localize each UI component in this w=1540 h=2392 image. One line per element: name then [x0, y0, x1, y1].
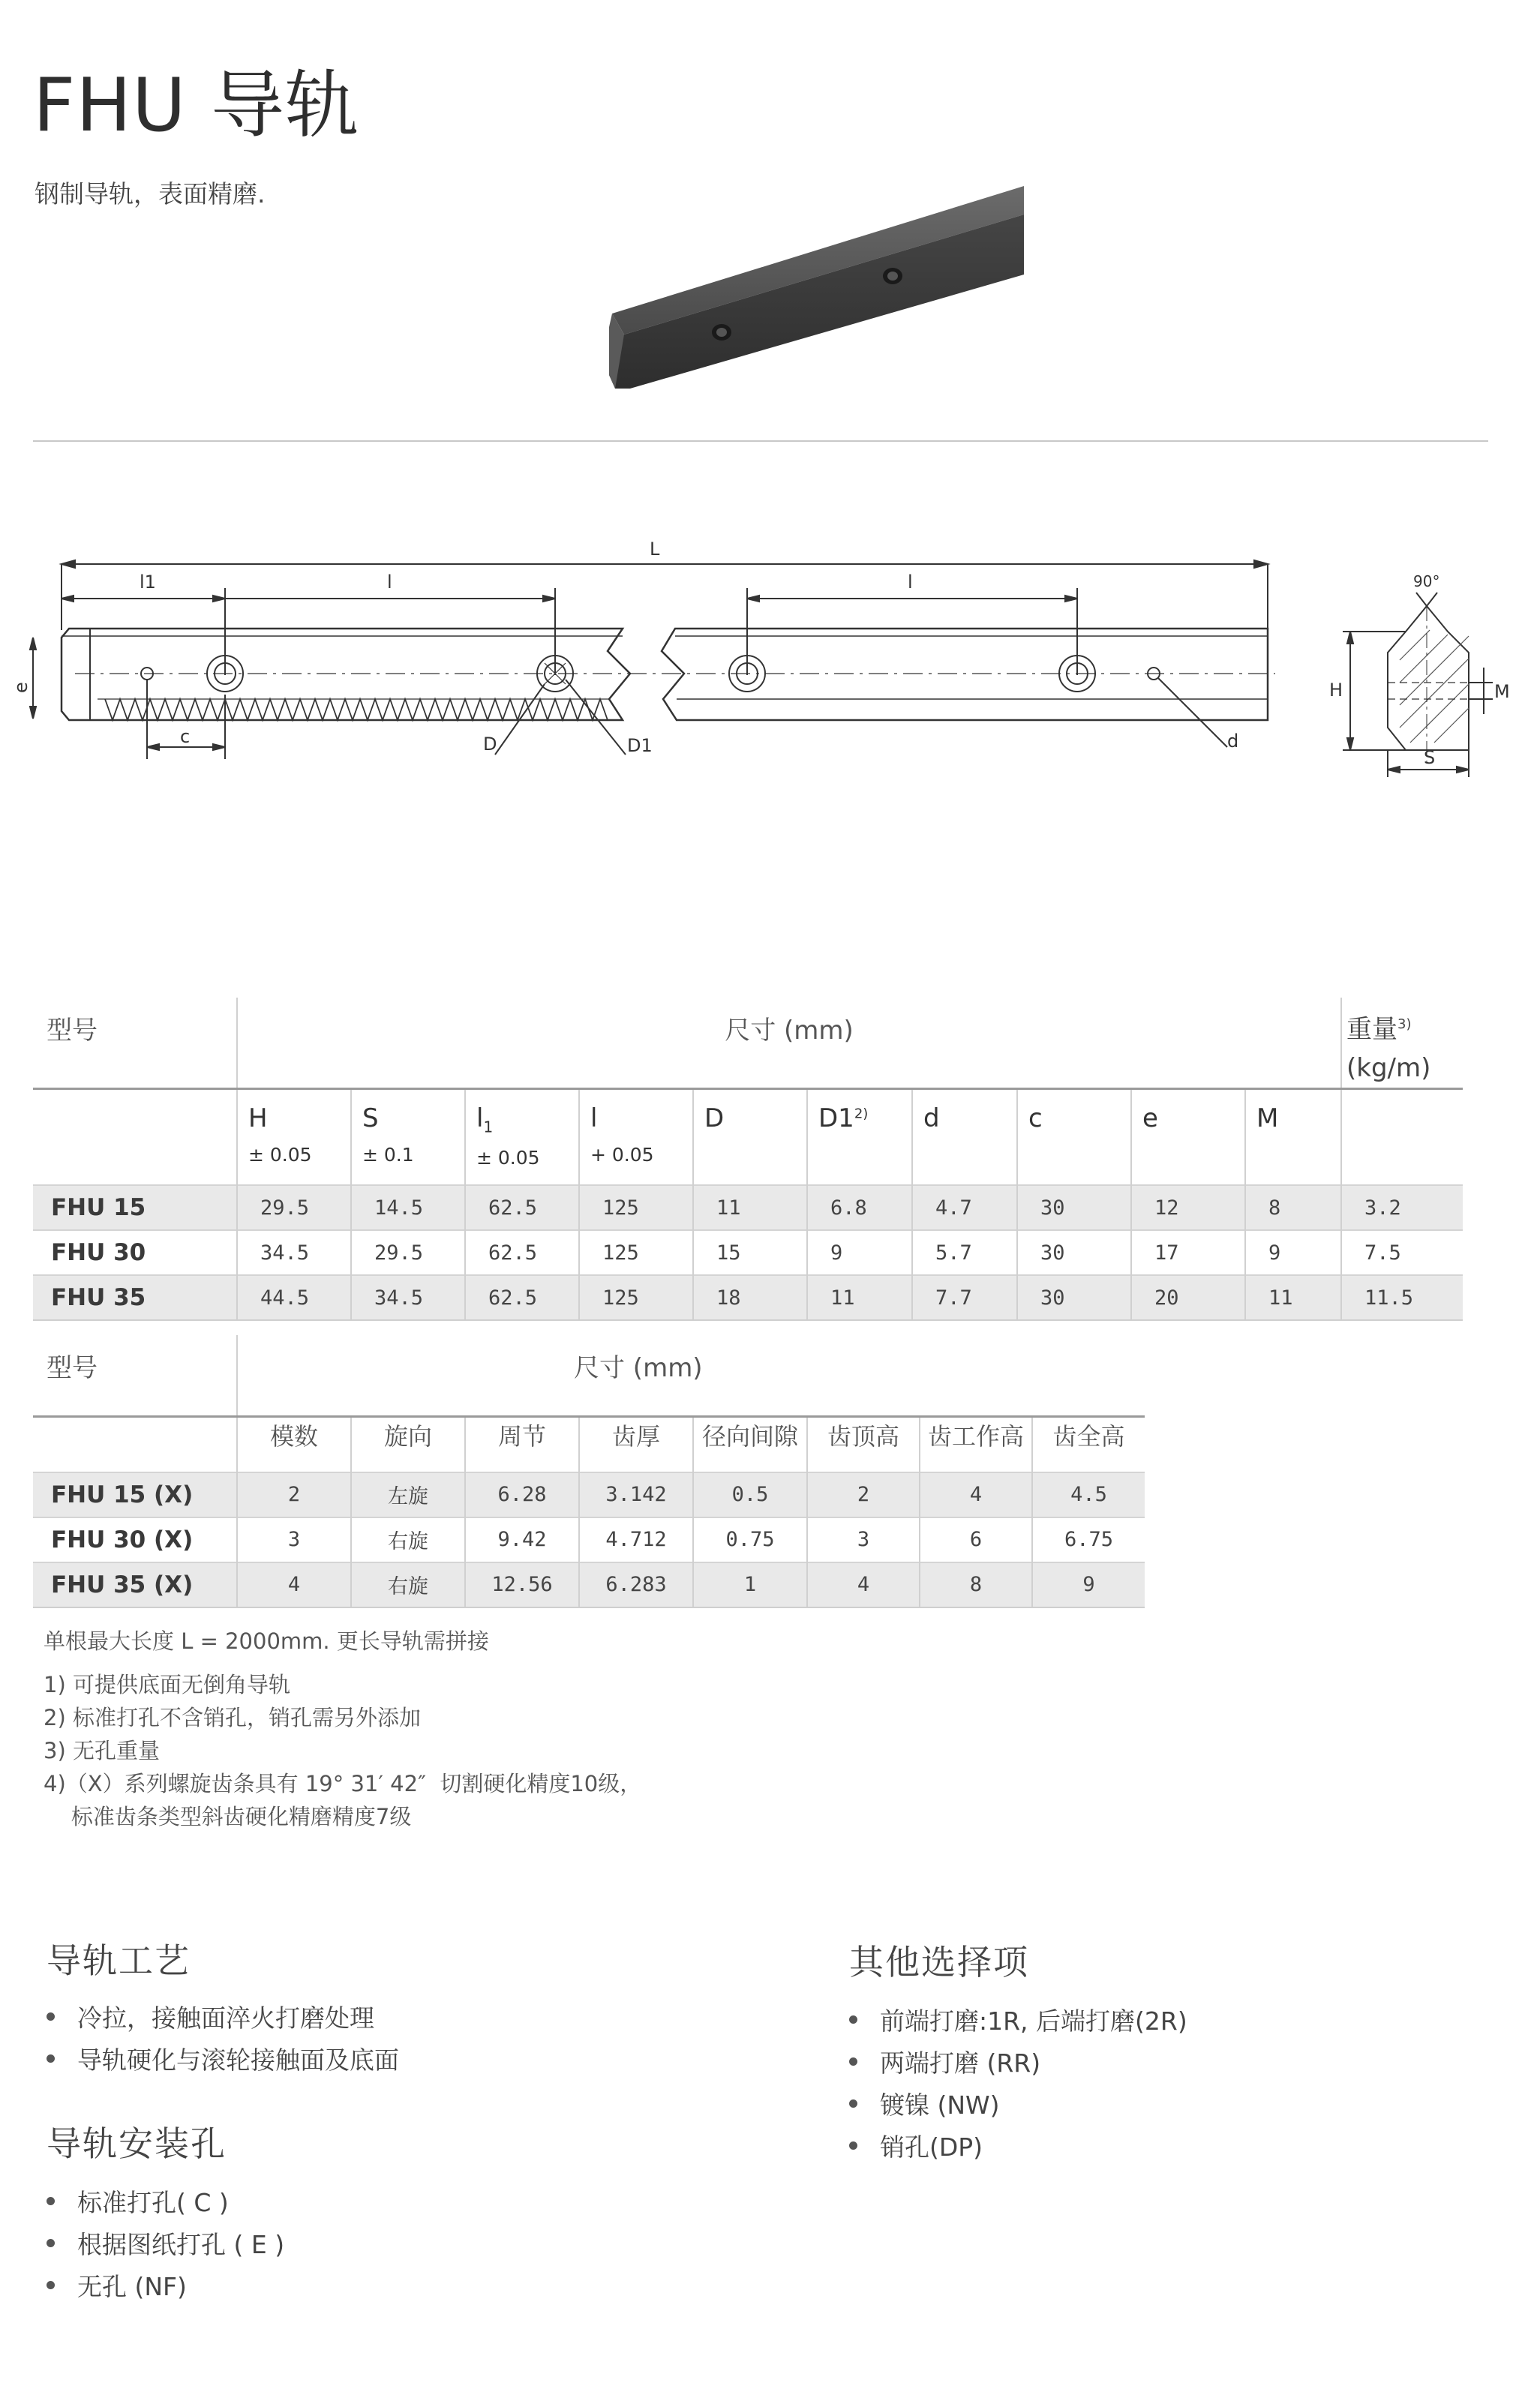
- max-length-note: 单根最大长度 L = 2000mm. 更长导轨需拼接: [44, 1628, 489, 1654]
- table-row: FHU 35 44.5 34.5 62.5 125 18 11 7.7 30 20 11 11.5: [33, 1275, 1463, 1320]
- list-item: 前端打磨:1R, 后端打磨(2R): [849, 1998, 1187, 2040]
- footnote: 1) 可提供底面无倒角导轨: [44, 1672, 290, 1697]
- dim-label-D: D: [483, 734, 497, 755]
- col-header-tooth-thickness: 齿厚: [579, 1416, 693, 1472]
- col-header-pitch: 周节: [465, 1416, 579, 1472]
- col-header-H: H ± 0.05: [237, 1089, 351, 1186]
- dim-label-M: M: [1494, 681, 1510, 702]
- options-section-title: 其他选择项: [849, 1942, 1029, 1982]
- dim-label-d: d: [1227, 731, 1239, 752]
- footnote: 3) 无孔重量: [44, 1738, 160, 1763]
- list-item: 冷拉，接触面淬火打磨处理: [47, 1995, 399, 2037]
- col-header-S: S ± 0.1: [351, 1089, 465, 1186]
- notes-block: [44, 1625, 641, 1833]
- model-header: 型号: [47, 1016, 98, 1046]
- dimension-header: 尺寸 (mm): [237, 998, 1341, 1089]
- col-header-module: 模数: [237, 1416, 351, 1472]
- dim-label-l1: l1: [140, 572, 156, 593]
- col-header-e: e: [1131, 1089, 1245, 1186]
- list-item: 导轨硬化与滚轮接触面及底面: [47, 2037, 399, 2079]
- col-header-l1: $l_1$ ± 0.05: [465, 1089, 579, 1186]
- dim-label-angle: 90°: [1413, 572, 1440, 590]
- page-subtitle: 钢制导轨，表面精磨.: [35, 179, 266, 209]
- col-header-M: M: [1245, 1089, 1341, 1186]
- list-item: 根据图纸打孔 ( E ): [47, 2222, 284, 2264]
- list-item: 无孔 (NF): [47, 2264, 284, 2306]
- model-header: 型号: [47, 1353, 98, 1383]
- footnote: 2) 标准打孔不含销孔，销孔需另外添加: [44, 1705, 421, 1730]
- table-row: FHU 30 34.5 29.5 62.5 125 15 9 5.7 30 17 9 7.5: [33, 1230, 1463, 1275]
- column-header-row: [33, 1089, 1463, 1186]
- column-header-row: [33, 1416, 1145, 1472]
- dim-label-l-left: l: [387, 572, 392, 593]
- dim-label-c: c: [180, 726, 191, 747]
- col-header-D: D: [693, 1089, 807, 1186]
- list-item: 标准打孔( C ): [47, 2180, 284, 2222]
- process-section-title: 导轨工艺: [47, 1940, 191, 1981]
- page-title: FHU 导轨: [33, 63, 359, 149]
- section-divider: [33, 440, 1488, 442]
- dim-label-H: H: [1329, 680, 1343, 701]
- col-header-hand: 旋向: [351, 1416, 465, 1472]
- mounting-list: [47, 2180, 284, 2306]
- col-header-addendum: 齿顶高: [807, 1416, 920, 1472]
- col-header-d: d: [912, 1089, 1017, 1186]
- table-row: FHU 15 (X) 2 左旋 6.28 3.142 0.5 2 4 4.5: [33, 1472, 1145, 1517]
- table-row: FHU 30 (X) 3 右旋 9.42 4.712 0.75 3 6 6.75: [33, 1517, 1145, 1562]
- dim-label-e: e: [11, 682, 32, 693]
- dim-label-D1: D1: [627, 735, 653, 756]
- dimensions-table: [33, 998, 1463, 1321]
- weight-header: 重量$^{3)}$ (kg/m): [1341, 998, 1463, 1089]
- list-item: 销孔(DP): [849, 2124, 1187, 2166]
- col-header-l: l + 0.05: [579, 1089, 693, 1186]
- gear-parameters-table: [33, 1335, 1145, 1608]
- dim-label-L: L: [650, 539, 660, 560]
- col-header-c: c: [1017, 1089, 1131, 1186]
- list-item: 两端打磨 (RR): [849, 2040, 1187, 2082]
- dim-label-S: S: [1424, 747, 1436, 768]
- table-row: FHU 15 29.5 14.5 62.5 125 11 6.8 4.7 30 12 8 3.2: [33, 1185, 1463, 1230]
- footnote: 标准齿条类型斜齿硬化精磨精度7级: [44, 1804, 412, 1829]
- col-header-working-depth: 齿工作高: [920, 1416, 1032, 1472]
- table-row: FHU 35 (X) 4 右旋 12.56 6.283 1 4 8 9: [33, 1562, 1145, 1607]
- list-item: 镀镍 (NW): [849, 2082, 1187, 2124]
- col-header-whole-depth: 齿全高: [1032, 1416, 1145, 1472]
- dim-label-l-right: l: [908, 572, 913, 593]
- options-list: [849, 1998, 1187, 2166]
- col-header-radial-clearance: 径向间隙: [693, 1416, 807, 1472]
- mounting-section-title: 导轨安装孔: [47, 2123, 227, 2164]
- process-list: [47, 1995, 399, 2079]
- dimension-header: 尺寸 (mm): [237, 1335, 1145, 1416]
- footnote: 4)（X）系列螺旋齿条具有 19° 31′ 42″ 切割硬化精度10级，: [44, 1771, 642, 1796]
- col-header-D1: D1$^{2)}$: [807, 1089, 912, 1186]
- rail-product-image: [600, 180, 1043, 405]
- rail-technical-drawing: [0, 525, 1540, 810]
